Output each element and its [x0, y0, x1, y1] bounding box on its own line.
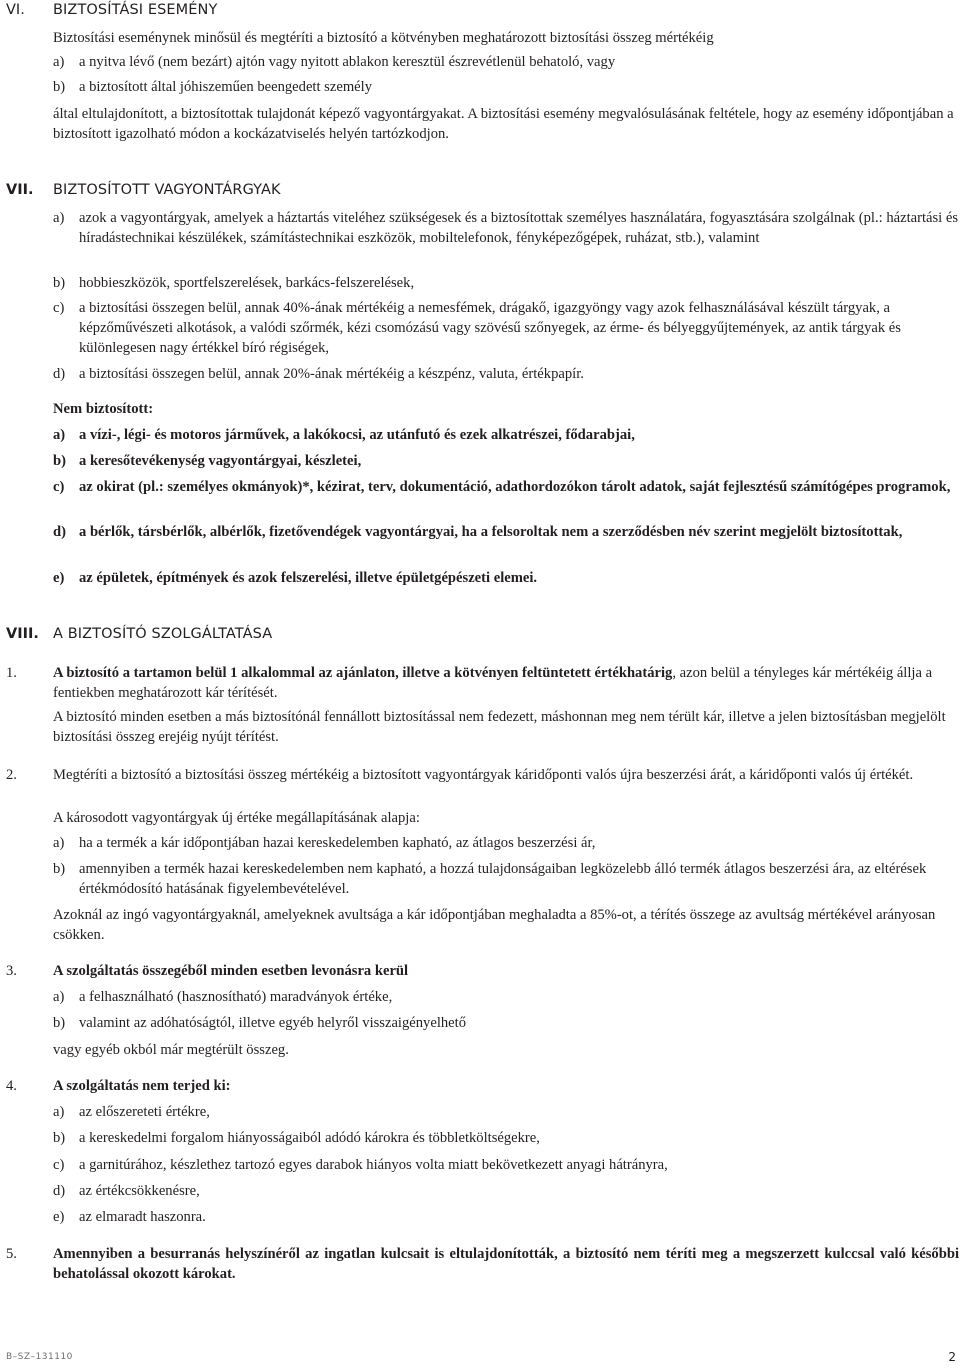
list-text: hobbieszközök, sportfelszerelések, barkács-felszerelések,: [79, 275, 415, 291]
list-label: e): [53, 1209, 65, 1225]
list-label: a): [53, 54, 65, 70]
list-label: b): [53, 1130, 66, 1146]
paragraph-rest: , azon belül a tényleges kár mértékéig állja a fentiekben meghatározott kár térítését.: [53, 665, 933, 701]
paragraph: Biztosítási eseménynek minősül és megtéríti a biztosító a kötvényben meghatározott biztosítási összeg mértékéig: [53, 30, 714, 46]
list-text: azok a vagyontárgyak, amelyek a háztartás viteléhez szükségesek és a biztosítottak személyes használatára, fogyasztására szolgálnak (pl.: háztartási és híradástechnikai készülékek, számítástechnikai eszközök, mobiltelefonok, fényképezőgépek, ruházat, stb.), valamint: [79, 210, 959, 246]
list-label: b): [53, 79, 66, 95]
list-label: a): [53, 210, 65, 226]
paragraph-number: 1.: [6, 665, 17, 681]
paragraph-number: 2.: [6, 767, 17, 783]
list-item: [53, 273, 959, 293]
list-text: amennyiben a termék hazai kereskedelemben nem kapható, a hozzá tulajdonságaiban legközelebb álló termék átlagos beszerzési ára, az eltérések értékmódosító hatásának figyelembevételével.: [79, 861, 927, 897]
list-text: a vízi-, légi- és motoros járművek, a lakókocsi, az utánfutó és ezek alkatrészei, fődarabjai,: [79, 427, 635, 443]
paragraph: Azoknál az ingó vagyontárgyaknál, amelyeknek avultsága a kár időpontjában meghaladta a 85%-ot, a térítés összege az avultság mértékével arányosan csökken.: [53, 907, 936, 943]
paragraph: által eltulajdonított, a biztosítottak tulajdonát képező vagyontárgyakat. A biztosítási esemény megvalósulásának feltétele, hogy az esemény időpontjában a biztosított igazolható módon a kockázatviselés helyén tartózkodjon.: [53, 106, 954, 142]
list-text: az okirat (pl.: személyes okmányok)*, kézirat, terv, dokumentáció, adathordozókon tárolt adatok, saját fejlesztésű számítógépes programok,: [79, 479, 951, 495]
list-item: [53, 298, 959, 358]
list-label: d): [53, 1183, 66, 1199]
list-item: [53, 477, 959, 497]
list-item: [53, 364, 959, 384]
paragraph: vagy egyéb okból már megtérült összeg.: [53, 1042, 289, 1058]
list-item: [53, 522, 959, 542]
list-text: a bérlők, társbérlők, albérlők, fizetővendégek vagyontárgyai, ha a felsoroltak nem a szerződésben név szerint megjelölt biztosítottak,: [79, 524, 903, 540]
list-label: c): [53, 300, 65, 316]
list-label: a): [53, 427, 66, 443]
paragraph: A károsodott vagyontárgyak új értéke megállapításának alapja:: [53, 810, 420, 826]
page-number: 2: [948, 1350, 956, 1364]
list-label: b): [53, 275, 66, 291]
list-item: [53, 833, 959, 853]
paragraph-number: 5.: [6, 1246, 17, 1262]
paragraph-number: 3.: [6, 963, 17, 979]
list-label: c): [53, 479, 65, 495]
list-item: [53, 208, 959, 248]
list-text: a garnitúrához, készlethez tartozó egyes darabok hiányos volta miatt bekövetkezett anyagi hátrányra,: [79, 1157, 668, 1173]
list-item: [53, 425, 959, 445]
list-label: d): [53, 524, 66, 540]
list-item: [53, 987, 959, 1007]
section-title: BIZTOSÍTÁSI ESEMÉNY: [53, 2, 218, 18]
list-item: [53, 451, 959, 471]
list-text: a kereskedelmi forgalom hiányosságaiból adódó károkra és többletköltségekre,: [79, 1130, 540, 1146]
list-text: az értékcsökkenésre,: [79, 1183, 200, 1199]
list-item: [53, 1102, 959, 1122]
paragraph: Megtéríti a biztosító a biztosítási összeg mértékéig a biztosított vagyontárgyak káridőponti valós újra beszerzési árát, a káridőponti valós új értékét.: [53, 767, 914, 783]
list-item: [53, 77, 959, 97]
section-number: VIII.: [6, 626, 39, 642]
list-text: az épületek, építmények és azok felszerelési, illetve épületgépészeti elemei.: [79, 570, 538, 586]
list-item: [53, 1128, 959, 1148]
section-number: VI.: [6, 2, 25, 18]
list-label: b): [53, 453, 66, 469]
list-item: [53, 1155, 959, 1175]
list-text: ha a termék a kár időpontjában hazai kereskedelemben kapható, az átlagos beszerzési ár,: [79, 835, 596, 851]
section-title: A BIZTOSÍTÓ SZOLGÁLTATÁSA: [53, 626, 273, 642]
list-item: [53, 1013, 959, 1033]
list-text: az előszereteti értékre,: [79, 1104, 210, 1120]
list-text: a nyitva lévő (nem bezárt) ajtón vagy nyitott ablakon keresztül észrevétlenül behatoló, vagy: [79, 54, 616, 70]
document-id: B–SZ–131110: [6, 1352, 73, 1362]
list-label: a): [53, 1104, 65, 1120]
excluded-heading: Nem biztosított:: [53, 401, 154, 417]
section-title: BIZTOSÍTOTT VAGYONTÁRGYAK: [53, 182, 281, 198]
list-label: b): [53, 861, 66, 877]
list-text: a biztosítási összegen belül, annak 40%-ának mértékéig a nemesfémek, drágakő, igazgyöngy vagy azok felhasználásával készült tárgyak, a képzőművészeti alkotások, a valódi szőrmék, kézi csomózású vagy szövésű szőnyegek, az érme- és bélyeggyűjtemények, az antik tárgyak és különlegesen nagy értékkel bíró régiségek,: [79, 300, 901, 356]
list-label: d): [53, 366, 66, 382]
list-item: [53, 1207, 959, 1227]
paragraph: A biztosító minden esetben a más biztosítónál fennállott biztosítással nem fedezett, máshonnan meg nem térült kár, illetve a jelen biztosításban megjelölt biztosítási összeg erejéig nyújt térítést.: [53, 709, 946, 745]
list-text: a keresőtevékenység vagyontárgyai, készletei,: [79, 453, 362, 469]
list-text: a biztosított által jóhiszeműen beengedett személy: [79, 79, 372, 95]
paragraph: Amennyiben a besurranás helyszínéről az ingatlan kulcsait is eltulajdonították, a biztosító nem téríti meg a megszerzett kulccsal való későbbi behatolással okozott károkat.: [53, 1246, 959, 1282]
list-item: [53, 568, 959, 588]
list-text: a biztosítási összegen belül, annak 20%-ának mértékéig a készpénz, valuta, értékpapír.: [79, 366, 584, 382]
section-number: VII.: [6, 182, 34, 198]
list-text: valamint az adóhatóságtól, illetve egyéb helyről visszaigényelhető: [79, 1015, 467, 1031]
paragraph: [53, 663, 959, 703]
list-label: a): [53, 989, 65, 1005]
list-label: e): [53, 570, 65, 586]
paragraph-bold: A biztosító a tartamon belül 1 alkalommal az ajánlaton, illetve a kötvényen feltüntetett értékhatárig: [53, 665, 673, 681]
list-item: [53, 52, 959, 72]
paragraph-number: 4.: [6, 1078, 17, 1094]
list-label: b): [53, 1015, 66, 1031]
list-item: [53, 859, 959, 899]
list-text: a felhasználható (hasznosítható) maradványok értéke,: [79, 989, 393, 1005]
paragraph-heading: A szolgáltatás nem terjed ki:: [53, 1078, 231, 1094]
list-item: [53, 1181, 959, 1201]
list-label: c): [53, 1157, 65, 1173]
list-text: az elmaradt haszonra.: [79, 1209, 206, 1225]
list-label: a): [53, 835, 65, 851]
paragraph-heading: A szolgáltatás összegéből minden esetben levonásra kerül: [53, 963, 409, 979]
